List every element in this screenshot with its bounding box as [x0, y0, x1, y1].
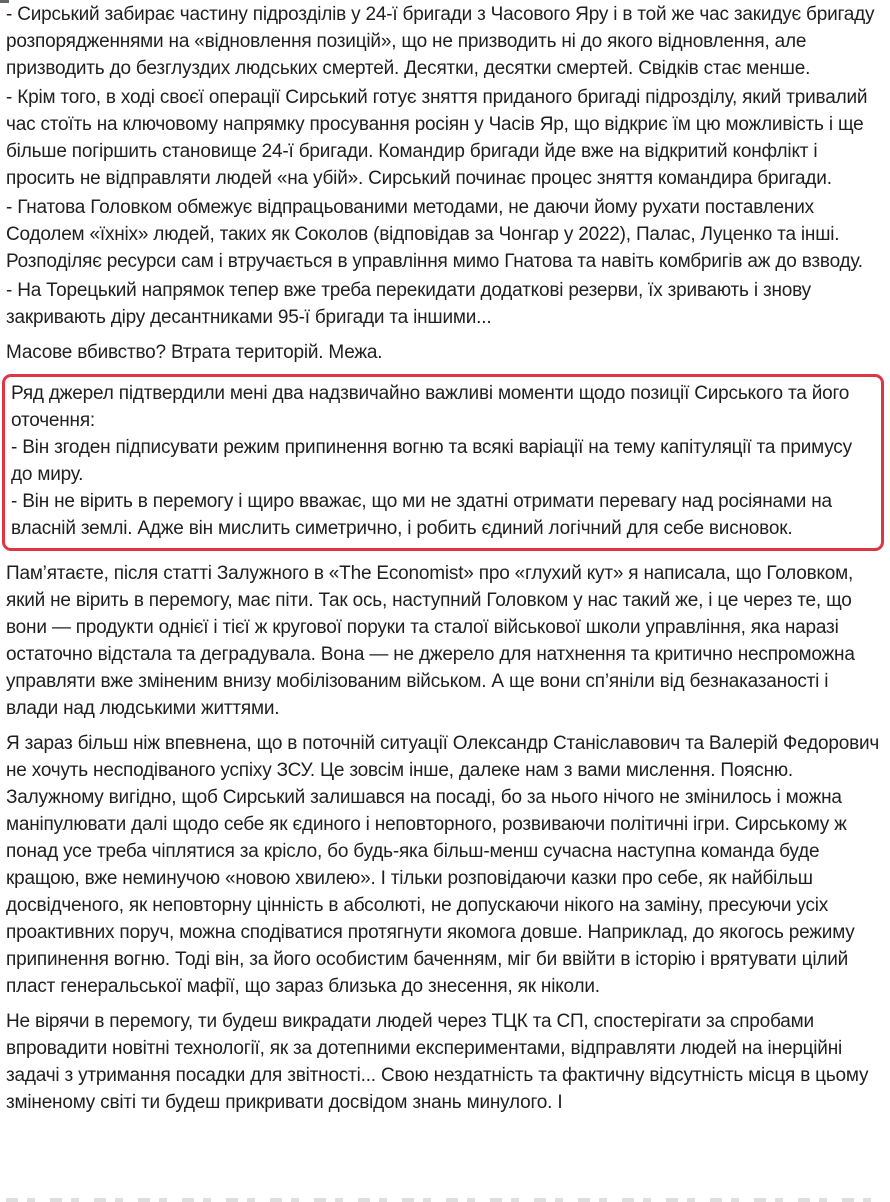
bullet-paragraph: - Сирський забирає частину підрозділів у 24-ї бригади з Часового Яру і в той же час закидує бригаду розпорядженнями на «відновлення позицій», що не призводить ні до якого відновлення, але призводить до безглуздих людських смертей. Десятки, десятки смертей. Свідків стає менше.: [6, 4, 875, 79]
paragraph: Пам’ятаєте, після статті Залужного в «The Economist» про «глухий кут» я написала, що Головком, який не вірить в перемогу, має піти. Так ось, наступний Головком у нас такий же, і це через те, що вони — продукти однієї і тієї ж кругової поруки та сталої військової школи управління, яка наразі остаточно відстала та деградувала. Вона — не джерело для натхнення та критично неспроможна управляти вже зміненим внизу мобілізованим військом. А ще вони сп’яніли від безнаказаності і влади над людськими життями.: [6, 563, 855, 719]
highlight-box-line: - Він згоден підписувати режим припинення вогню та всякі варіації на тему капітуляції та примусу до миру.: [11, 437, 852, 485]
highlight-box: [2, 374, 884, 551]
bullet-paragraph: - На Торецький напрямок тепер вже треба перекидати додаткові резерви, їх зривають і знову закривають діру десантниками 95-ї бригади та іншими...: [6, 280, 811, 328]
top-edge-cutoff-artifact: [0, 0, 9, 3]
paragraph: Я зараз більш ніж впевнена, що в поточній ситуації Олександр Станіславович та Валерій Федорович не хочуть несподіваного успіху ЗСУ. Це зовсім інше, далеке нам з вами мислення. Поясню. Залужному вигідно, щоб Сирський залишався на посаді, бо за нього нічого не змінилось і можна маніпулювати далі щодо себе як єдиного і неповторного, розвиваючи політичні ігри. Сирському ж понад усе треба чіплятися за крісло, бо будь-яка більш-менш сучасна наступна команда буде кращою, вже неминучою «новою хвилею». І тільки розповідаючи казки про себе, як найбільш досвідченого, як неповторну цінність в абсолюті, не допускаючи нікого на заміну, пресуючи усіх проактивних поруч, можна сподіватися протягнути якомога довше. Наприклад, до якогось режиму припинення вогню. Тоді він, за його особистим баченням, міг би ввійти в історію і врятувати цілий пласт генеральської мафії, що зараз близька до знесення, як ніколи.: [6, 733, 880, 997]
highlight-box-line: - Він не вірить в перемогу і щиро вважає, що ми не здатні отримати перевагу над росіянами на власній землі. Адже він мислить симетрично, і робить єдиний логічний для себе висновок.: [11, 491, 832, 539]
bottom-cutoff-text-artifact: [6, 1198, 876, 1202]
standalone-paragraph: Масове вбивство? Втрата територій. Межа.: [6, 342, 383, 363]
paragraph: Не вірячи в перемогу, ти будеш викрадати людей через ТЦК та СП, спостерігати за спробами впровадити новітні технології, як за дотепними експериментами, відправляти людей на інерційні задачі з утримання посадки для звітності... Свою нездатність та фактичну відсутність місця в цьому зміненому світі ти будеш прикривати досвідом знань минулого. І: [6, 1011, 869, 1113]
highlight-box-line: Ряд джерел підтвердили мені два надзвичайно важливі моменти щодо позиції Сирського та його оточення:: [11, 383, 850, 431]
bullet-paragraph: - Гнатова Головком обмежує відпрацьованими методами, не даючи йому рухати поставлених Содолем «їхніх» людей, таких як Соколов (відповідав за Чонгар у 2022), Палас, Луценко та інші. Розподіляє ресурси сам і втручається в управління мимо Гнатова та навіть комбригів аж до взводу.: [6, 197, 863, 272]
bullet-paragraph: - Крім того, в ході своєї операції Сирський готує зняття приданого бригаді підрозділу, який тривалий час стоїть на ключовому напрямку просування росіян у Часів Яр, що відкриє їм цю можливість і ще більше погіршить становище 24-ї бригади. Командир бригади йде вже на відкритий конфлікт і просить не відправляти людей «на убій». Сирський починає процес зняття командира бригади.: [6, 87, 868, 189]
